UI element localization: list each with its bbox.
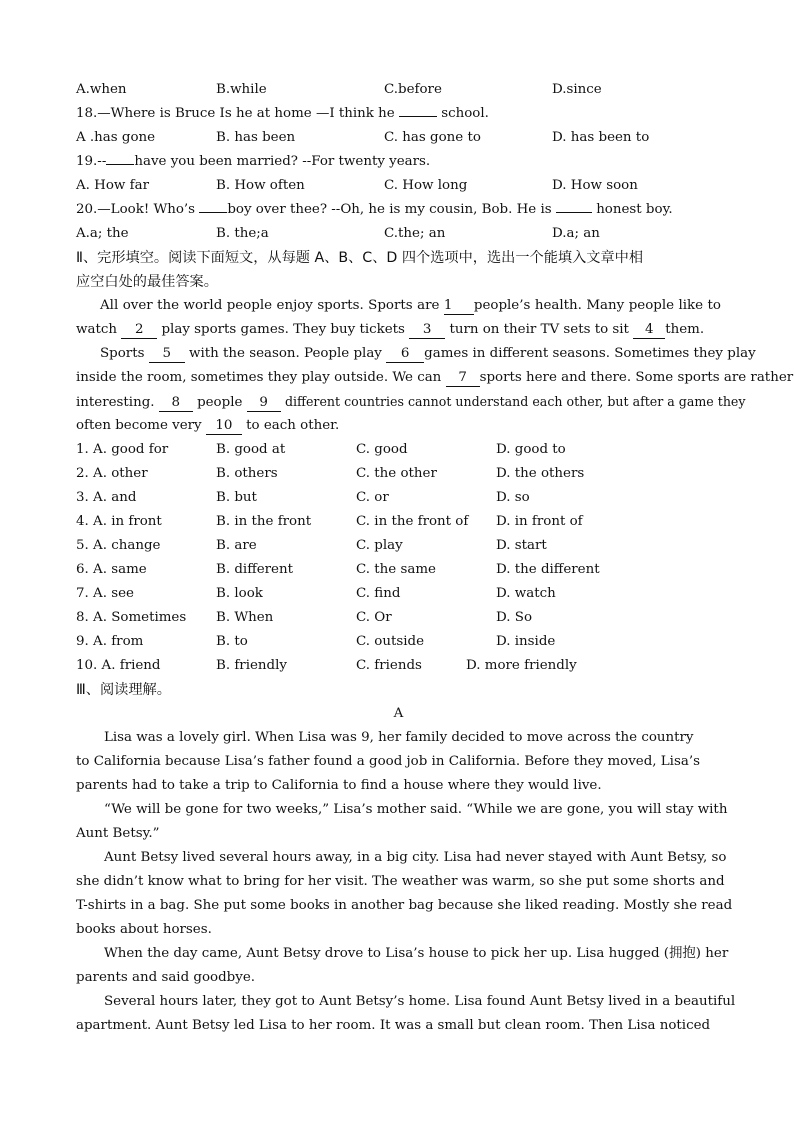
blank-6: 6 [386,346,424,363]
question-19: 19.-- have you been married? --For twenty years. [76,154,431,169]
q17-option-b: B.while [216,82,267,97]
answer-blank [556,212,592,213]
passage-line: Sports 5 with the season. People play 6 games in different seasons. Sometimes they play [100,346,756,361]
q17-option-a: A.when [76,82,127,97]
reading-line: books about horses. [76,922,212,937]
q18-option-a: A .has gone [76,130,156,145]
q19-option-a: A. How far [76,178,149,193]
q18-option-c: C. has gone to [384,130,481,145]
cloze-option-row: 8. A. Sometimes B. When C. Or D. So [76,610,533,625]
reading-line: she didn’t know what to bring for her visit. The weather was warm, so she put some shorts and [76,874,725,889]
reading-line: Aunt Betsy.” [76,826,160,841]
blank-9: 9 [247,395,281,412]
blank-8: 8 [159,395,193,412]
passage-a-heading: A [393,706,404,721]
q17-options [76,78,721,102]
cloze-option-row: 5. A. change B. are C. play D. start [76,538,547,553]
q18-options [76,126,721,150]
cloze-option-row: 1. A. good for B. good at C. good D. good to [76,442,566,457]
cloze-option-row: 2. A. other B. others C. the other D. the others [76,466,585,481]
question-18: 18.—Where is Bruce Is he at home —I think he school. [76,106,489,121]
blank-4: 4 [633,322,665,339]
reading-line: T-shirts in a bag. She put some books in another bag because she liked reading. Mostly she read [76,898,733,913]
q20-option-a: A.a; the [76,226,129,241]
reading-line: Aunt Betsy lived several hours away, in a big city. Lisa had never stayed with Aunt Betsy, so [104,850,727,865]
reading-line: apartment. Aunt Betsy led Lisa to her room. It was a small but clean room. Then Lisa noticed [76,1018,711,1033]
passage-line: often become very 10 to each other. [76,418,340,433]
q20-option-d: D.a; an [552,226,600,241]
reading-line: Several hours later, they got to Aunt Betsy’s home. Lisa found Aunt Betsy lived in a beautiful [104,994,736,1009]
q19-option-c: C. How long [384,178,468,193]
blank-3: 3 [409,322,445,339]
reading-line: When the day came, Aunt Betsy drove to Lisa’s house to pick her up. Lisa hugged (拥抱) her [104,946,729,961]
q19-option-d: D. How soon [552,178,638,193]
question-20: 20.—Look! Who’s boy over thee? --Oh, he is my cousin, Bob. He is honest boy. [76,202,673,217]
cloze-option-row: 9. A. from B. to C. outside D. inside [76,634,556,649]
q18-option-d: D. has been to [552,130,650,145]
answer-blank [199,212,227,213]
passage-line: interesting. 8 people 9 different countries cannot understand each other, but after a game they [76,394,746,410]
passage-line: watch 2 play sports games. They buy tickets 3 turn on their TV sets to sit 4 them. [76,322,705,337]
reading-line: parents and said goodbye. [76,970,256,985]
document-page [76,78,794,1038]
reading-line: parents had to take a trip to California to find a house where they would live. [76,778,602,793]
section-3-heading: Ⅲ、阅读理解。 [76,682,171,698]
blank-5: 5 [149,346,185,363]
q20-option-b: B. the;a [216,226,269,241]
section-2-heading: Ⅱ、完形填空。阅读下面短文，从每题 A、B、C、D 四个选项中，选出一个能填入文章中相 [76,250,644,266]
q20-option-c: C.the; an [384,226,446,241]
cloze-option-row: 4. A. in front B. in the front C. in the front of D. in front of [76,514,583,529]
cloze-option-row: 3. A. and B. but C. or D. so [76,490,530,505]
passage-line: inside the room, sometimes they play outside. We can 7 sports here and there. Some sports are rather [76,370,794,385]
reading-line: “We will be gone for two weeks,” Lisa’s mother said. “While we are gone, you will stay with [104,802,728,817]
blank-10: 10 [206,418,242,435]
cloze-option-row: 10. A. friend B. friendly C. friends D. more friendly [76,658,577,673]
answer-blank [106,164,134,165]
q19-option-b: B. How often [216,178,305,193]
reading-line: Lisa was a lovely girl. When Lisa was 9, her family decided to move across the country [104,730,694,745]
cloze-option-row: 6. A. same B. different C. the same D. the different [76,562,600,577]
reading-line: to California because Lisa’s father found a good job in California. Before they moved, Lisa’s [76,754,700,769]
blank-2: 2 [121,322,157,339]
q20-options [76,222,721,246]
answer-blank [399,116,437,117]
cloze-option-row: 7. A. see B. look C. find D. watch [76,586,556,601]
q17-option-d: D.since [552,82,602,97]
blank-1: 1 [444,298,474,315]
blank-7: 7 [446,370,480,387]
q18-option-b: B. has been [216,130,296,145]
q17-option-c: C.before [384,82,442,97]
q19-options [76,174,721,198]
passage-line: All over the world people enjoy sports. Sports are 1 people’s health. Many people like to [100,298,721,313]
section-2-heading-cont: 应空白处的最佳答案。 [76,274,218,290]
